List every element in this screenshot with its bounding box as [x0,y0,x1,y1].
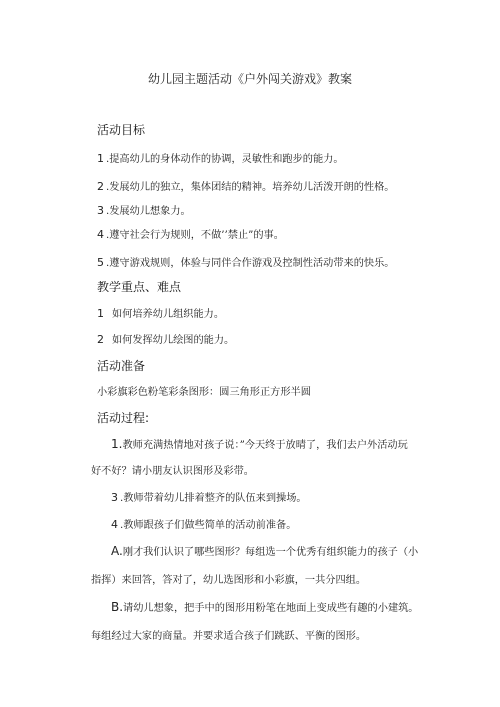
key-point-item-2 [97,331,234,346]
process-paragraph-4 [111,516,296,531]
process-paragraph-b-line-2: 每组经过大家的商量。并要求适合孩子们跳跃、平衡的图形。 [91,631,367,642]
section-heading-key-points: 教学重点、难点 [97,280,182,294]
goal-text: .遵守游戏规则，体验与同伴合作游戏及控制性活动带来的快乐。 [106,258,395,269]
process-label: B. [111,600,124,614]
section-heading-process: 活动过程: [97,411,150,425]
key-point-item-1 [97,305,224,320]
goal-item-1 [97,150,344,165]
goal-text: .发展幼儿的独立，集体团结的精神。培养幼儿活泼开朗的性格。 [106,182,395,193]
section-heading-preparation: 活动准备 [97,359,146,373]
process-number: 4 [111,518,118,531]
goal-number: 1 [97,152,104,165]
key-point-text: 如何发挥幼儿绘图的能力。 [112,335,235,346]
process-text: .教师带着幼儿排着整齐的队伍来到操场。 [120,493,307,504]
process-text: 刚才我们认识了哪些图形？每组选一个优秀有组织能力的孩子（小 [122,547,419,558]
process-paragraph-1-line-1 [111,436,408,451]
process-text: 请幼儿想象，把手中的图形用粉笔在地面上变成些有趣的小建筑。 [123,603,419,614]
document-title: 幼儿园主题活动《户外闯关游戏》教案 [147,72,352,86]
goal-item-5 [97,254,395,269]
process-number: 1. [111,437,123,451]
goal-text: .遵守社会行为规则，不做’’禁止”的事。 [106,230,284,241]
process-paragraph-a-line-2: 指挥）来回答，答对了，幼儿选图形和小彩旗，一共分四组。 [91,575,367,586]
process-paragraph-a-line-1 [111,543,418,558]
goal-text: .发展幼儿想象力。 [106,206,191,217]
process-text: 教师充满热情地对孩子说：”今天终于放晴了，我们去户外活动玩 [122,440,408,451]
process-label: A. [111,544,123,558]
key-point-text: 如何培养幼儿组织能力。 [112,309,225,320]
goal-item-3 [97,202,191,217]
goal-number: 2 [97,180,104,193]
section-heading-goals: 活动目标 [97,123,146,137]
key-point-number: 1 [97,307,104,320]
goal-text: .提高幼儿的身体动作的协调，灵敏性和跑步的能力。 [106,154,344,165]
goal-item-2 [97,178,395,193]
process-paragraph-3 [111,489,307,504]
goal-number: 4 [97,228,104,241]
process-paragraph-1-line-2: 好不好？请小朋友认识图形及彩带。 [91,466,254,477]
goal-number: 5 [97,256,104,269]
goal-item-4 [97,226,284,241]
process-number: 3 [111,491,118,504]
goal-number: 3 [97,204,104,217]
process-paragraph-b-line-1 [111,599,418,614]
key-point-number: 2 [97,333,104,346]
preparation-text: 小彩旗彩色粉笔彩条图形：圆三角形正方形半圆 [97,387,311,398]
process-text: .教师跟孩子们做些简单的活动前准备。 [120,520,297,531]
